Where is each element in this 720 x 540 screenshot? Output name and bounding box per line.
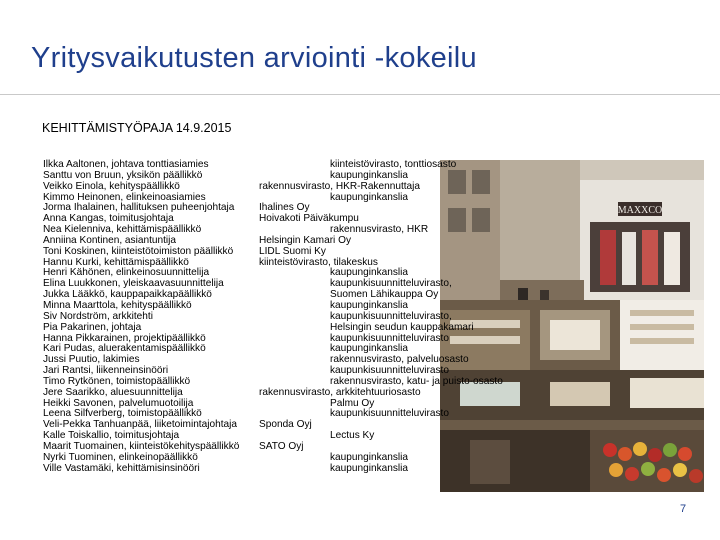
participant-organization: kiinteistövirasto, tilakeskus [259,256,378,268]
participant-name: Elina Luukkonen, yleiskaavasuunnittelija [43,278,224,290]
participant-organization: kaupunginkanslia [330,343,409,355]
participant-name: Leena Silfverberg, toimistopäällikkö [43,408,202,420]
participant-name: Henri Kähönen, elinkeinosuunnittelija [43,267,210,279]
slide-title: Yritysvaikutusten arviointi -kokeilu [31,42,477,74]
participant-organization: rakennusvirasto, arkkitehtuuriosasto [259,386,421,398]
participant-organization: rakennusvirasto, HKR [330,224,429,236]
participant-name: Timo Rytkönen, toimistopäällikkö [43,375,191,387]
participant-name: Jari Rantsi, liikenneinsinööri [43,365,169,377]
participant-name: Jukka Lääkkö, kauppapaikkapäällikkö [43,289,212,301]
participant-name: Toni Koskinen, kiinteistötoimiston päällikkö [43,245,234,257]
participant-name: Pia Pakarinen, johtaja [43,321,142,333]
participant-organization: Palmu Oy [330,397,375,409]
participant-organization: kaupunginkanslia [330,169,409,181]
participant-name: Siv Nordström, arkkitehti [43,310,153,322]
storefront-sign: MAXXCO [617,205,663,216]
participant-name: Veli-Pekka Tanhuanpää, liiketoimintajohtaja [43,419,237,431]
participant-organization: Lectus Ky [330,430,375,442]
participant-organization: Ihalines Oy [259,202,310,214]
participant-name: Kimmo Heinonen, elinkeinoasiamies [43,191,206,203]
participant-organization: Hoivakoti Päiväkumpu [259,213,359,225]
participant-organization: kaupunginkanslia [330,267,409,279]
participant-name: Ville Vastamäki, kehittämisinsinööri [43,462,200,474]
participant-organization: kiinteistövirasto, tonttiosasto [330,159,457,170]
participant-organization: Helsingin seudun kauppakamari [330,321,474,333]
participant-row [43,453,473,464]
participant-name: Santtu von Bruun, yksikön päällikkö [43,169,203,181]
workshop-subtitle: KEHITTÄMISTYÖPAJA 14.9.2015 [42,121,232,135]
participant-name: Veikko Einola, kehityspäällikkö [43,180,180,192]
participant-row [43,247,473,258]
participant-row [43,388,473,399]
participant-name: Kari Pudas, aluerakentamispäällikkö [43,343,206,355]
participant-list [43,159,503,474]
participant-organization: LIDL Suomi Ky [259,245,326,257]
participant-organization: kaupunkisuunnitteluvirasto, [330,278,452,290]
street-scene-photo [440,160,704,492]
participant-name: Jere Saarikko, aluesuunnittelija [43,386,183,398]
participant-name: Jussi Puutio, lakimies [43,354,140,366]
participant-organization: kaupunkisuunnitteluvirasto, [330,310,452,322]
participant-name: Jorma Ihalainen, hallituksen puheenjohtaja [43,202,235,214]
participant-name: Nyrki Tuominen, elinkeinopäällikkö [43,451,198,463]
participant-organization: SATO Oyj [259,440,304,452]
participant-name: Minna Maarttola, kehityspäällikkö [43,299,192,311]
participant-organization: kaupunkisuunnitteluvirasto [330,332,449,344]
participant-organization: rakennusvirasto, palveluosasto [330,354,469,366]
participant-name: Maarit Tuomainen, kiinteistökehityspäällikkö [43,440,240,452]
participant-organization: Sponda Oyj [259,419,312,431]
participant-name: Kalle Toiskallio, toimitusjohtaja [43,430,180,442]
title-divider [0,94,720,95]
participant-organization: rakennusvirasto, HKR-Rakennuttaja [259,180,421,192]
participant-name: Anniina Kontinen, asiantuntija [43,234,176,246]
participant-name: Hannu Kurki, kehittämispäällikkö [43,256,189,268]
participant-name: Ilkka Aaltonen, johtava tonttiasiamies [43,159,209,170]
participant-row [43,323,473,334]
participant-name: Heikki Savonen, palvelumuotoilija [43,397,194,409]
participant-name: Nea Kielenniva, kehittämispäällikkö [43,224,202,236]
participant-organization: kaupunginkanslia [330,299,409,311]
page-number: 7 [680,503,687,515]
participant-organization: rakennusvirasto, katu- ja puisto-osasto [330,375,503,387]
participant-row [43,182,473,193]
participant-organization: kaupunginkanslia [330,191,409,203]
participant-name: Hanna Pikkarainen, projektipäällikkö [43,332,206,344]
participant-organization: kaupunginkanslia [330,451,409,463]
participant-organization: kaupunginkanslia [330,462,409,474]
participant-name: Anna Kangas, toimitusjohtaja [43,213,174,225]
participant-organization: kaupunkisuunnitteluvirasto [330,408,449,420]
participant-row [43,464,473,475]
participant-organization: kaupunkisuunnitteluvirasto [330,365,449,377]
participant-organization: Helsingin Kamari Oy [259,234,351,246]
participant-organization: Suomen Lähikauppa Oy [330,289,439,301]
